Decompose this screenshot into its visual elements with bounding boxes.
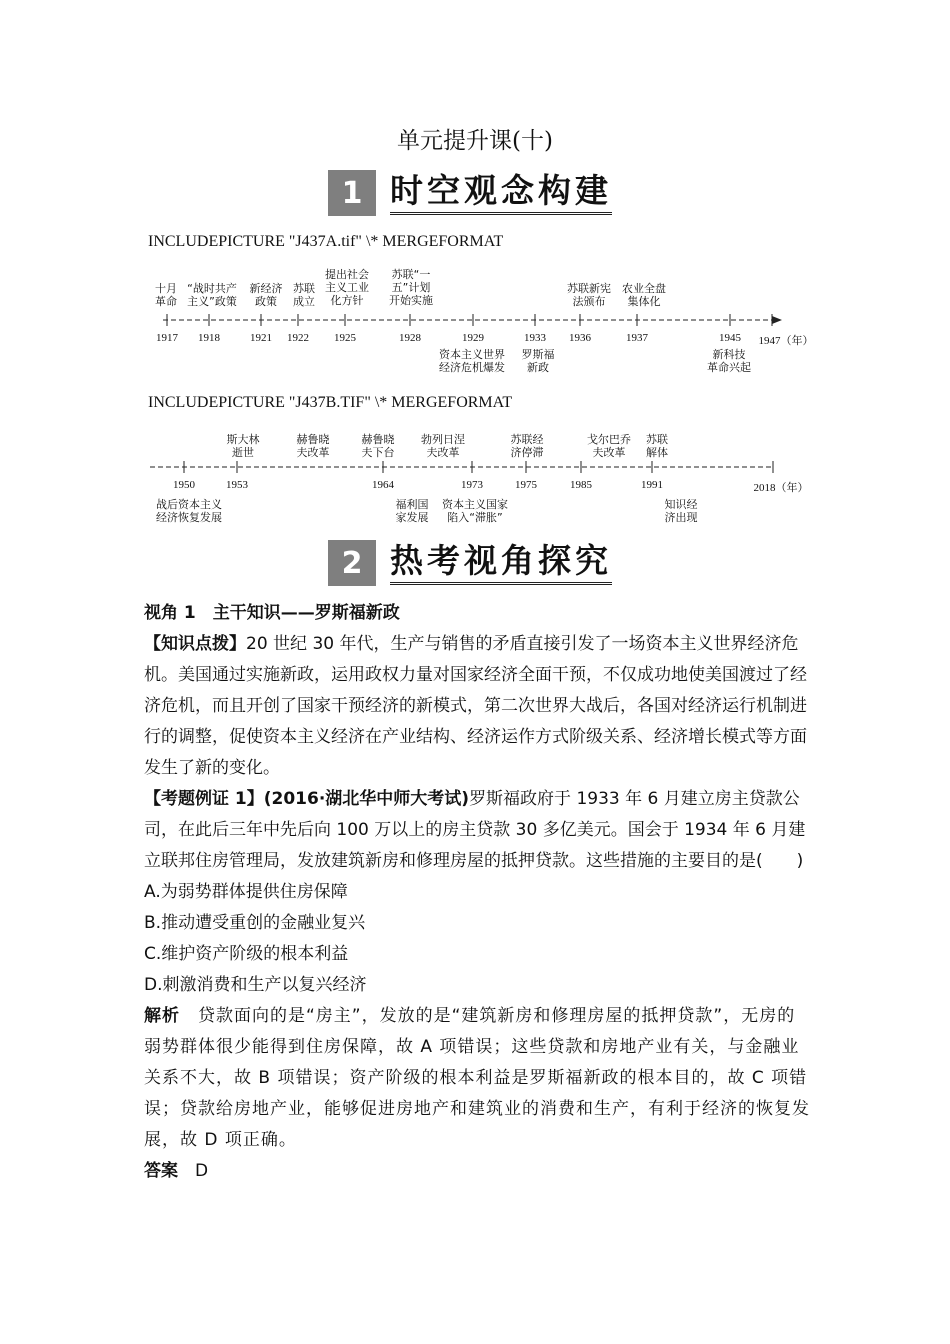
year-label: 1985 xyxy=(570,479,592,491)
timeline-1-event xyxy=(567,282,611,308)
event-line: 赫鲁晓 xyxy=(361,433,395,446)
timeline-1-event-below xyxy=(439,348,505,374)
year-label: 1929 xyxy=(462,332,484,344)
year-label: 1922 xyxy=(287,332,309,344)
event-line: 福利国 xyxy=(395,498,429,511)
event-line: 夫改革 xyxy=(296,446,330,459)
event-line: 济出现 xyxy=(664,511,698,524)
event-line: 新经济 xyxy=(249,282,283,295)
example-tag: 【考题例证 1】 xyxy=(144,789,264,809)
timeline-1-event xyxy=(389,268,433,307)
event-line: 政策 xyxy=(255,295,277,308)
event-line: “战时共产 xyxy=(187,282,237,295)
option-d: D.刺激消费和生产以复兴经济 xyxy=(144,975,367,995)
timeline-2-event xyxy=(297,433,330,459)
year-label: 1975 xyxy=(515,479,537,491)
event-line: 罗斯福 xyxy=(521,348,555,361)
analysis-label: 解析 xyxy=(144,1006,180,1026)
event-line: 勃列日涅 xyxy=(421,433,465,446)
banner-title: 热考视角探究 xyxy=(390,542,612,585)
year-label: 1918 xyxy=(198,332,220,344)
event-line: 法颁布 xyxy=(572,295,606,308)
year-label: 1937 xyxy=(626,332,648,344)
event-line: 资本主义国家 xyxy=(442,498,508,511)
timeline-2-event-below xyxy=(396,498,429,524)
timeline-1-event-below xyxy=(707,348,751,374)
section-banner-1 xyxy=(328,170,612,216)
analysis-paragraph xyxy=(144,1001,812,1156)
timeline-2-event xyxy=(646,433,668,459)
timeline-1-event xyxy=(155,282,177,308)
event-line: 斯大林 xyxy=(226,433,260,446)
timeline-2-event xyxy=(511,433,544,459)
event-line: 济停滞 xyxy=(510,446,544,459)
answer-value: D xyxy=(195,1161,209,1181)
timeline-1-event xyxy=(325,268,369,307)
include-field-2: INCLUDEPICTURE "J437B.TIF" \* MERGEFORMAT xyxy=(148,394,513,411)
example-text: 罗斯福政府于 1933 年 6 月建立房主贷款公司，在此后三年中先后向 100 万以上的房主贷款 30 多亿美元。国会于 1934 年 6 月建立联邦住房管理局，发放建筑新房和修理房屋的抵押贷款。这些措施的主要目的是( ) xyxy=(144,789,806,871)
event-line: 苏联新宪 xyxy=(567,282,611,295)
option-b: B.推动遭受重创的金融业复兴 xyxy=(144,913,366,933)
event-line: 集体化 xyxy=(627,295,661,308)
event-line: 新科技 xyxy=(712,348,746,361)
page-title: 单元提升课(十) xyxy=(397,128,553,154)
banner-number: 1 xyxy=(328,170,376,216)
timeline-2-event xyxy=(362,433,395,459)
year-label: 1991 xyxy=(641,479,663,491)
event-line: 革命兴起 xyxy=(707,361,751,374)
event-line: 提出社会 xyxy=(325,268,369,281)
year-label: 1953 xyxy=(226,479,248,491)
event-line: 戈尔巴乔 xyxy=(587,433,631,446)
event-line: 夫改革 xyxy=(426,446,460,459)
year-label: 1950 xyxy=(173,479,195,491)
timeline-1-arrow xyxy=(772,316,782,324)
timeline-1-event-below xyxy=(522,348,555,374)
year-label: 1921 xyxy=(250,332,272,344)
timeline-1-event xyxy=(293,282,315,308)
timeline-1-event xyxy=(187,282,237,308)
event-line: 夫改革 xyxy=(592,446,626,459)
answer-line xyxy=(144,1156,812,1187)
include-field-1: INCLUDEPICTURE "J437A.tif" \* MERGEFORMAT xyxy=(148,233,504,250)
event-line: 夫下台 xyxy=(361,446,395,459)
example-source: (2016·湖北华中师大考试) xyxy=(263,789,470,809)
timeline-1-event xyxy=(250,282,283,308)
event-line: 经济恢复发展 xyxy=(156,511,222,524)
main-content xyxy=(144,598,812,1187)
event-line: 家发展 xyxy=(395,511,429,524)
event-line: 成立 xyxy=(293,295,315,308)
event-line: 五”计划 xyxy=(391,281,431,294)
year-label: 1936 xyxy=(569,332,591,344)
event-line: 逝世 xyxy=(232,446,254,459)
option-a: A.为弱势群体提供住房保障 xyxy=(144,882,348,902)
event-line: 开始实施 xyxy=(389,294,433,307)
timeline-1-event xyxy=(622,282,666,308)
knowledge-text: 20 世纪 30 年代，生产与销售的矛盾直接引发了一场资本主义世界经济危机。美国通过实施新政，运用政权力量对国家经济全面干预，不仅成功地使美国渡过了经济危机，而且开创了国家干预经济的新模式，第二次世界大战后，各国对经济运行机制进行的调整，促使资本主义经济在产业结构、经济运作方式阶级关系、经济增长模式等方面发生了新的变化。 xyxy=(144,634,807,778)
event-line: 解体 xyxy=(646,446,668,459)
timeline-2-event xyxy=(421,433,465,459)
event-line: 主义工业 xyxy=(325,281,369,294)
banner-title: 时空观念构建 xyxy=(390,172,612,215)
timeline-2-event xyxy=(227,433,260,459)
section-banner-2 xyxy=(328,540,612,586)
event-line: 经济危机爆发 xyxy=(439,361,505,374)
event-line: 苏联 xyxy=(646,433,668,446)
event-line: 农业全盘 xyxy=(622,282,666,295)
event-line: 苏联经 xyxy=(510,433,544,446)
year-label: 1945 xyxy=(719,332,741,344)
analysis-text: 贷款面向的是“房主”，发放的是“建筑新房和修理房屋的抵押贷款”，无房的弱势群体很少能得到住房保障，故 A 项错误；这些贷款和房地产业有关，与金融业关系不大，故 B 项错误；资产阶级的根本利益是罗斯福新政的根本目的，故 C 项错误；贷款给房地产业，能够促进房地产和建筑业的消费和生产，有利于经济的恢复发展，故 D 项正确。 xyxy=(144,1006,810,1150)
year-label: 1964 xyxy=(372,479,394,491)
event-line: 革命 xyxy=(155,295,177,308)
event-line: 苏联 xyxy=(293,282,315,295)
event-line: 战后资本主义 xyxy=(156,498,222,511)
option-c: C.维护资产阶级的根本利益 xyxy=(144,944,349,964)
year-label: 1973 xyxy=(461,479,483,491)
year-label: 1917 xyxy=(156,332,178,344)
year-label: 1925 xyxy=(334,332,356,344)
event-line: 陷入“滞胀” xyxy=(447,511,503,524)
year-label: 1928 xyxy=(399,332,421,344)
event-line: 知识经 xyxy=(664,498,698,511)
banner-number: 2 xyxy=(328,540,376,586)
year-unit-label: 1947（年） xyxy=(758,335,814,347)
year-unit-label: 2018（年） xyxy=(753,482,809,494)
timeline-2-event xyxy=(587,433,631,459)
year-label: 1933 xyxy=(524,332,546,344)
event-line: 主义”政策 xyxy=(187,295,237,308)
event-line: 十月 xyxy=(155,282,177,295)
timeline-2-event-below xyxy=(156,498,222,524)
answer-label: 答案 xyxy=(144,1161,178,1181)
timeline-1 xyxy=(0,262,950,382)
section-heading: 视角 1 主干知识——罗斯福新政 xyxy=(144,603,400,623)
event-line: 赫鲁晓 xyxy=(296,433,330,446)
knowledge-tag: 【知识点拨】 xyxy=(144,634,246,654)
event-line: 新政 xyxy=(527,361,549,374)
timeline-2 xyxy=(0,428,950,528)
event-line: 化方针 xyxy=(330,294,364,307)
knowledge-paragraph xyxy=(144,629,812,784)
event-line: 资本主义世界 xyxy=(439,348,505,361)
timeline-2-event-below xyxy=(442,498,508,524)
timeline-2-event-below xyxy=(665,498,698,524)
example-paragraph xyxy=(144,784,812,877)
event-line: 苏联“一 xyxy=(391,268,431,281)
